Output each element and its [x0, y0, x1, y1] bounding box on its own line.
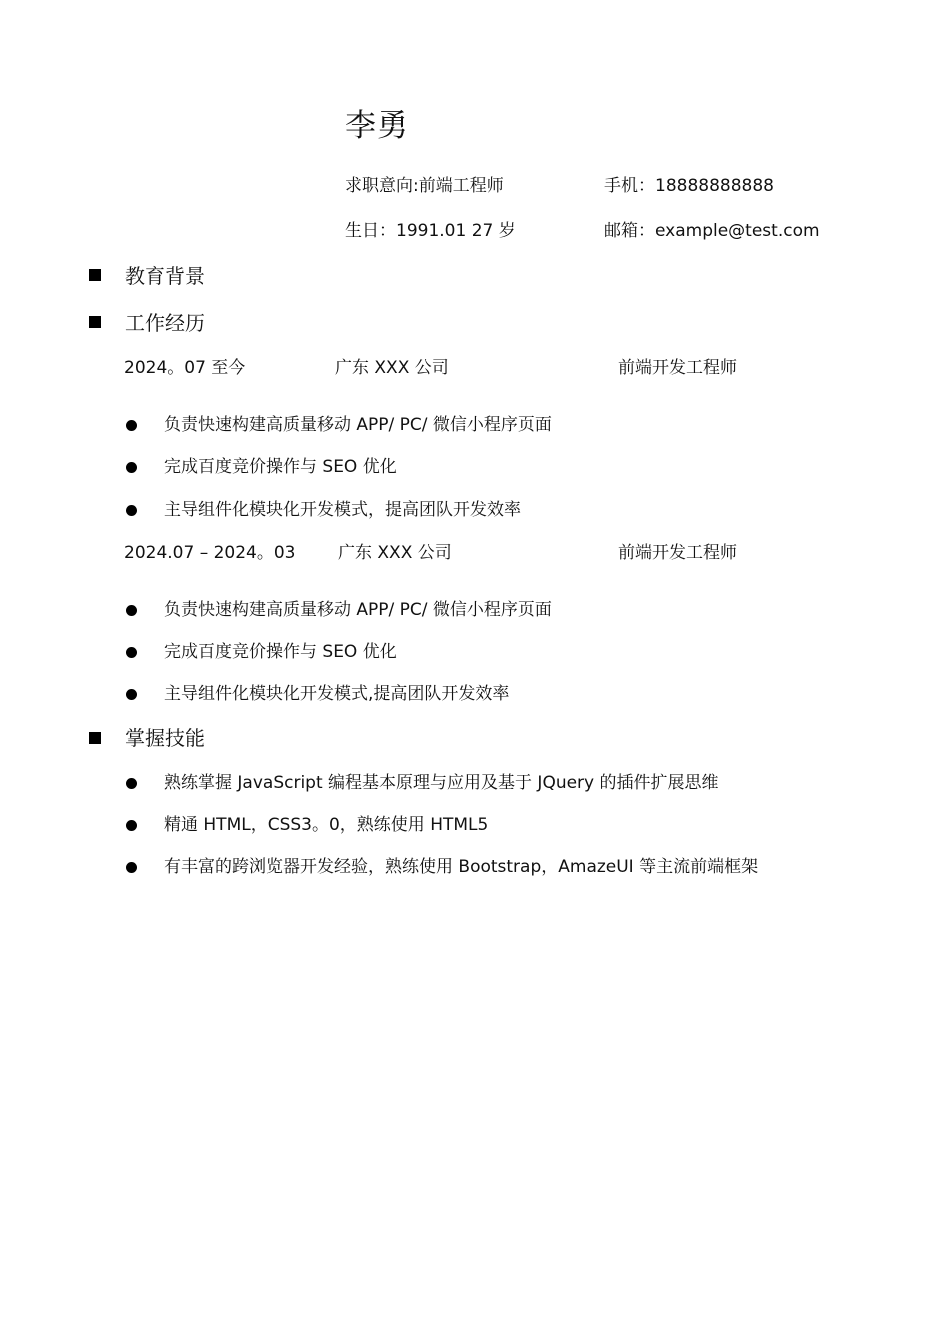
candidate-name: 李勇 — [345, 108, 409, 144]
job-bullet: 负责快速构建高质量移动 APP/ PC/ 微信小程序页面 — [164, 600, 552, 620]
skill-bullet: 熟练掌握 JavaScript 编程基本原理与应用及基于 JQuery 的插件扩展思维 — [164, 773, 719, 793]
job-company: 广东 XXX 公司 — [338, 543, 452, 563]
birthday: 生日：1991.01 27 岁 — [345, 221, 516, 241]
job-intent: 求职意向:前端工程师 — [345, 176, 504, 196]
job-bullet: 主导组件化模块化开发模式，提高团队开发效率 — [164, 500, 521, 520]
section-title-work: 工作经历 — [125, 311, 205, 335]
job-bullet: 完成百度竞价操作与 SEO 优化 — [164, 642, 397, 662]
section-square-bullet-icon — [89, 732, 101, 744]
bullet-dot-icon — [126, 647, 137, 658]
bullet-dot-icon — [126, 689, 137, 700]
bullet-dot-icon — [126, 505, 137, 516]
bullet-dot-icon — [126, 862, 137, 873]
job-bullet: 完成百度竞价操作与 SEO 优化 — [164, 457, 397, 477]
job-company: 广东 XXX 公司 — [335, 358, 449, 378]
bullet-dot-icon — [126, 820, 137, 831]
job-period: 2024.07 – 2024。03 — [124, 543, 296, 563]
job-bullet: 负责快速构建高质量移动 APP/ PC/ 微信小程序页面 — [164, 415, 552, 435]
section-title-education: 教育背景 — [125, 264, 205, 288]
job-role: 前端开发工程师 — [618, 358, 737, 378]
phone-number: 手机：18888888888 — [604, 176, 774, 196]
bullet-dot-icon — [126, 778, 137, 789]
job-role: 前端开发工程师 — [618, 543, 737, 563]
skill-bullet: 精通 HTML，CSS3。0，熟练使用 HTML5 — [164, 815, 489, 835]
section-square-bullet-icon — [89, 316, 101, 328]
section-title-skills: 掌握技能 — [125, 726, 205, 750]
bullet-dot-icon — [126, 420, 137, 431]
job-period: 2024。07 至今 — [124, 358, 246, 378]
bullet-dot-icon — [126, 462, 137, 473]
bullet-dot-icon — [126, 605, 137, 616]
email: 邮箱：example@test.com — [604, 221, 820, 241]
skill-bullet: 有丰富的跨浏览器开发经验，熟练使用 Bootstrap，AmazeUI 等主流前端框架 — [164, 857, 759, 877]
section-square-bullet-icon — [89, 269, 101, 281]
job-bullet: 主导组件化模块化开发模式,提高团队开发效率 — [164, 684, 510, 704]
